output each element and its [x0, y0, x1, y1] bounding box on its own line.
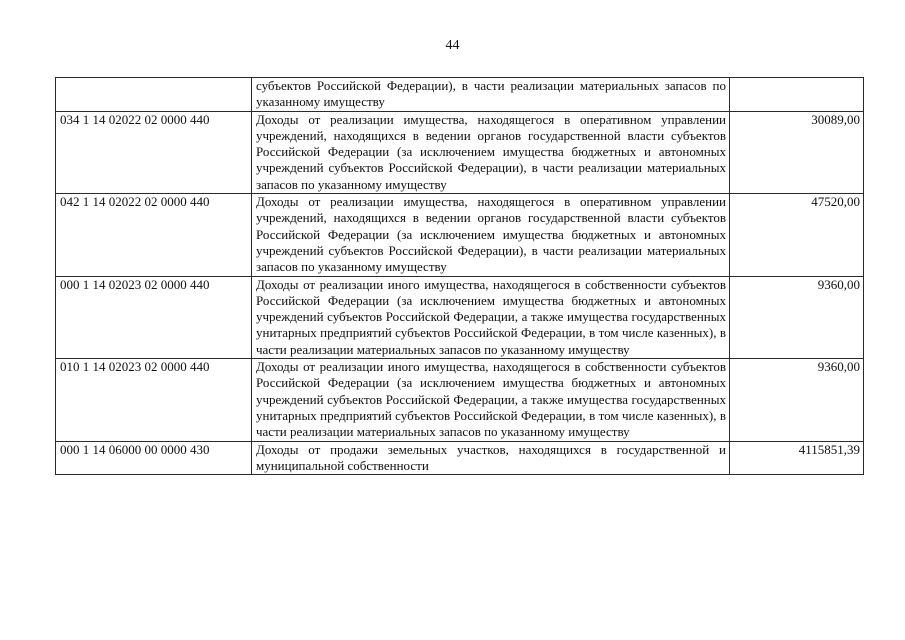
budget-code-cell: 042 1 14 02022 02 0000 440 — [56, 194, 252, 276]
table-row — [56, 194, 864, 276]
table-row — [56, 441, 864, 475]
budget-code-cell: 000 1 14 06000 00 0000 430 — [56, 441, 252, 475]
table-row — [56, 359, 864, 441]
budget-code-cell — [56, 78, 252, 112]
table-row — [56, 78, 864, 112]
amount-cell: 30089,00 — [730, 111, 864, 193]
revenue-table — [55, 77, 864, 475]
budget-code-cell: 034 1 14 02022 02 0000 440 — [56, 111, 252, 193]
table-row — [56, 111, 864, 193]
table-row — [56, 276, 864, 358]
description-cell: Доходы от реализации имущества, находящегося в оперативном управлении учреждений, находящихся в ведении органов государственной власти субъектов Российской Федерации (за исключением имущества бюджетных и автономных учреждений субъектов Российской Федерации), в части реализации материальных запасов по указанному имуществу — [252, 111, 730, 193]
amount-cell: 4115851,39 — [730, 441, 864, 475]
description-cell: Доходы от реализации имущества, находящегося в оперативном управлении учреждений, находящихся в ведении органов государственной власти субъектов Российской Федерации (за исключением имущества бюджетных и автономных учреждений субъектов Российской Федерации), в части реализации материальных запасов по указанному имуществу — [252, 194, 730, 276]
description-cell: Доходы от реализации иного имущества, находящегося в собственности субъектов Российской Федерации (за исключением имущества бюджетных и автономных учреждений субъектов Российской Федерации, а также имущества государственных унитарных предприятий субъектов Российской Федерации, в том числе казенных), в части реализации материальных запасов по указанному имуществу — [252, 276, 730, 358]
page-number: 44 — [445, 38, 460, 53]
amount-cell: 9360,00 — [730, 359, 864, 441]
budget-code-cell: 000 1 14 02023 02 0000 440 — [56, 276, 252, 358]
amount-cell — [730, 78, 864, 112]
amount-cell: 47520,00 — [730, 194, 864, 276]
amount-cell: 9360,00 — [730, 276, 864, 358]
description-cell: субъектов Российской Федерации), в части реализации материальных запасов по указанному имуществу — [252, 78, 730, 112]
description-cell: Доходы от продажи земельных участков, находящихся в государственной и муниципальной собственности — [252, 441, 730, 475]
budget-code-cell: 010 1 14 02023 02 0000 440 — [56, 359, 252, 441]
description-cell: Доходы от реализации иного имущества, находящегося в собственности субъектов Российской Федерации (за исключением имущества бюджетных и автономных учреждений субъектов Российской Федерации, а также имущества государственных унитарных предприятий субъектов Российской Федерации, в том числе казенных), в части реализации материальных запасов по указанному имуществу — [252, 359, 730, 441]
